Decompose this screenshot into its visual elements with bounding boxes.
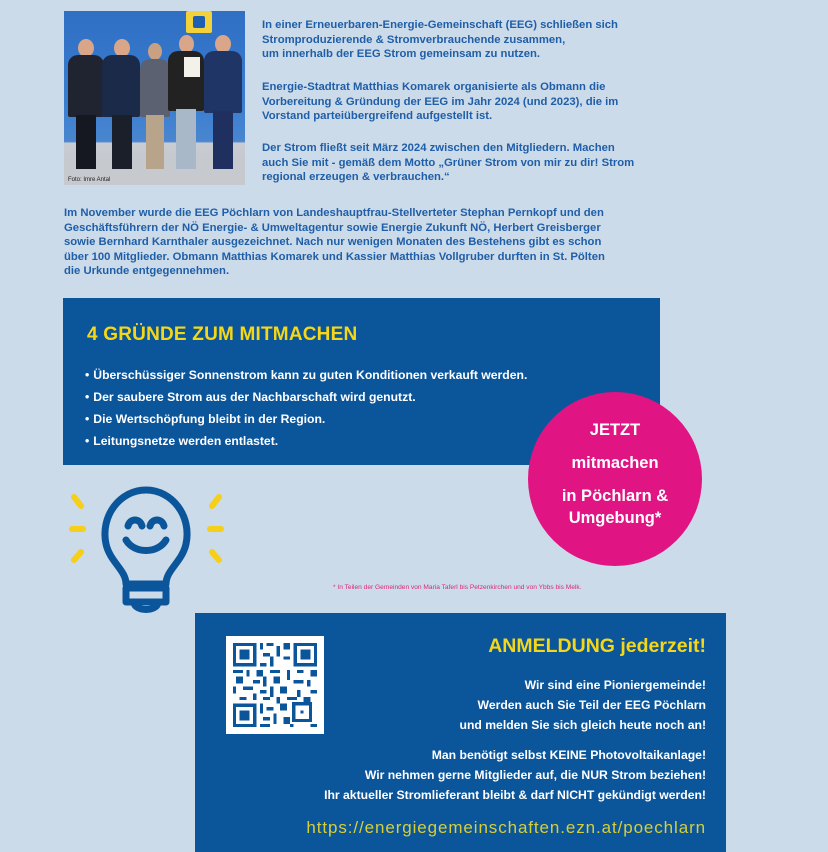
text-line: auch Sie mit - gemäß dem Motto „Grüner Strom von mir zu dir! Strom xyxy=(262,156,635,169)
registration-box xyxy=(195,613,726,852)
person-silhouette xyxy=(68,39,104,169)
text-line: die Urkunde entgegennehmen. xyxy=(64,265,230,278)
text-line: Energie-Stadtrat Matthias Komarek organisierte als Obmann die xyxy=(262,81,606,93)
qr-code-icon[interactable] xyxy=(226,636,324,734)
text-line: Vorstand parteiübergreifend aufgestellt ist. xyxy=(262,110,493,123)
text-line: um innerhalb der EEG Strom gemeinsam zu nutzen. xyxy=(262,48,541,61)
bullet-icon: • xyxy=(85,390,90,404)
reason-item xyxy=(85,386,527,408)
join-now-badge xyxy=(528,392,702,566)
text-line: Werden auch Sie Teil der EEG Pöchlarn xyxy=(477,698,706,712)
bullet-icon: • xyxy=(85,368,90,382)
reasons-list xyxy=(85,364,527,452)
reason-item xyxy=(85,364,527,386)
registration-title: ANMELDUNG jederzeit! xyxy=(488,635,706,657)
person-silhouette xyxy=(102,39,140,169)
text-line: Man benötigt selbst KEINE Photovoltaikanlage! xyxy=(431,748,706,762)
text-line: Stromproduzierende & Stromverbrauchende zusammen, xyxy=(262,33,566,46)
text-line: Ihr aktueller Stromlieferant bleibt & darf NICHT gekündigt werden! xyxy=(324,788,706,802)
photo-caption: Foto: Imre Antal xyxy=(68,177,111,183)
bullet-icon: • xyxy=(85,434,90,448)
certificate xyxy=(184,57,200,77)
registration-text-b xyxy=(324,745,706,805)
intro-paragraph-3 xyxy=(262,141,732,185)
group-photo xyxy=(64,11,245,185)
registration-text-a xyxy=(460,675,707,735)
reason-text: Überschüssiger Sonnenstrom kann zu guten Konditionen verkauft werden. xyxy=(93,368,528,382)
smiling-lightbulb-icon xyxy=(64,478,229,618)
reason-text: Der saubere Strom aus der Nachbarschaft wird genutzt. xyxy=(93,390,416,404)
reasons-title: 4 GRÜNDE ZUM MITMACHEN xyxy=(87,324,358,345)
text-line: Wir sind eine Pioniergemeinde! xyxy=(524,678,706,692)
text-line: In einer Erneuerbaren-Energie-Gemeinschaft (EEG) schließen sich xyxy=(262,19,618,31)
badge-line: JETZT xyxy=(589,421,641,439)
text-line: und melden Sie sich gleich heute noch an! xyxy=(459,718,706,732)
badge-line: in Pöchlarn & xyxy=(561,487,669,505)
reason-item xyxy=(85,408,527,430)
text-line: sowie Bernhard Karnthaler ausgezeichnet. Nach nur wenigen Monaten des Bestehens gibt es schon xyxy=(64,236,602,249)
intro-paragraph-2 xyxy=(262,80,732,124)
noe-logo-icon xyxy=(186,11,212,33)
footnote: * In Teilen der Gemeinden von Maria Taferl bis Petzenkirchen und von Ybbs bis Melk. xyxy=(333,584,582,591)
badge-line: mitmachen xyxy=(571,454,659,472)
text-line: Im November wurde die EEG Pöchlarn von Landeshauptfrau-Stellverteter Stephan Pernkopf und den xyxy=(64,207,604,219)
bullet-icon: • xyxy=(85,412,90,426)
text-line: Geschäftsführern der NÖ Energie- & Umweltagentur sowie Energie Zukunft NÖ, Herbert Greisberger xyxy=(64,221,601,234)
text-line: Der Strom fließt seit März 2024 zwischen den Mitgliedern. Machen xyxy=(262,142,615,154)
text-line: regional erzeugen & verbrauchen.“ xyxy=(262,171,450,184)
reason-text: Leitungsnetze werden entlastet. xyxy=(93,434,279,448)
person-silhouette xyxy=(140,43,170,169)
person-silhouette xyxy=(168,35,204,169)
text-line: Wir nehmen gerne Mitglieder auf, die NUR Strom beziehen! xyxy=(364,768,706,782)
badge-line: Umgebung* xyxy=(568,509,662,527)
reason-text: Die Wertschöpfung bleibt in der Region. xyxy=(93,412,326,426)
text-line: Vorbereitung & Gründung der EEG im Jahr 2024 (und 2023), die im xyxy=(262,95,619,108)
text-line: über 100 Mitglieder. Obmann Matthias Komarek und Kassier Matthias Vollgruber durften in St. Pölten xyxy=(64,250,605,263)
award-paragraph xyxy=(64,206,744,279)
registration-url-link[interactable]: https://energiegemeinschaften.ezn.at/poechlarn xyxy=(306,818,706,837)
intro-paragraph-1 xyxy=(262,18,732,62)
person-silhouette xyxy=(204,35,242,169)
reason-item xyxy=(85,430,527,452)
